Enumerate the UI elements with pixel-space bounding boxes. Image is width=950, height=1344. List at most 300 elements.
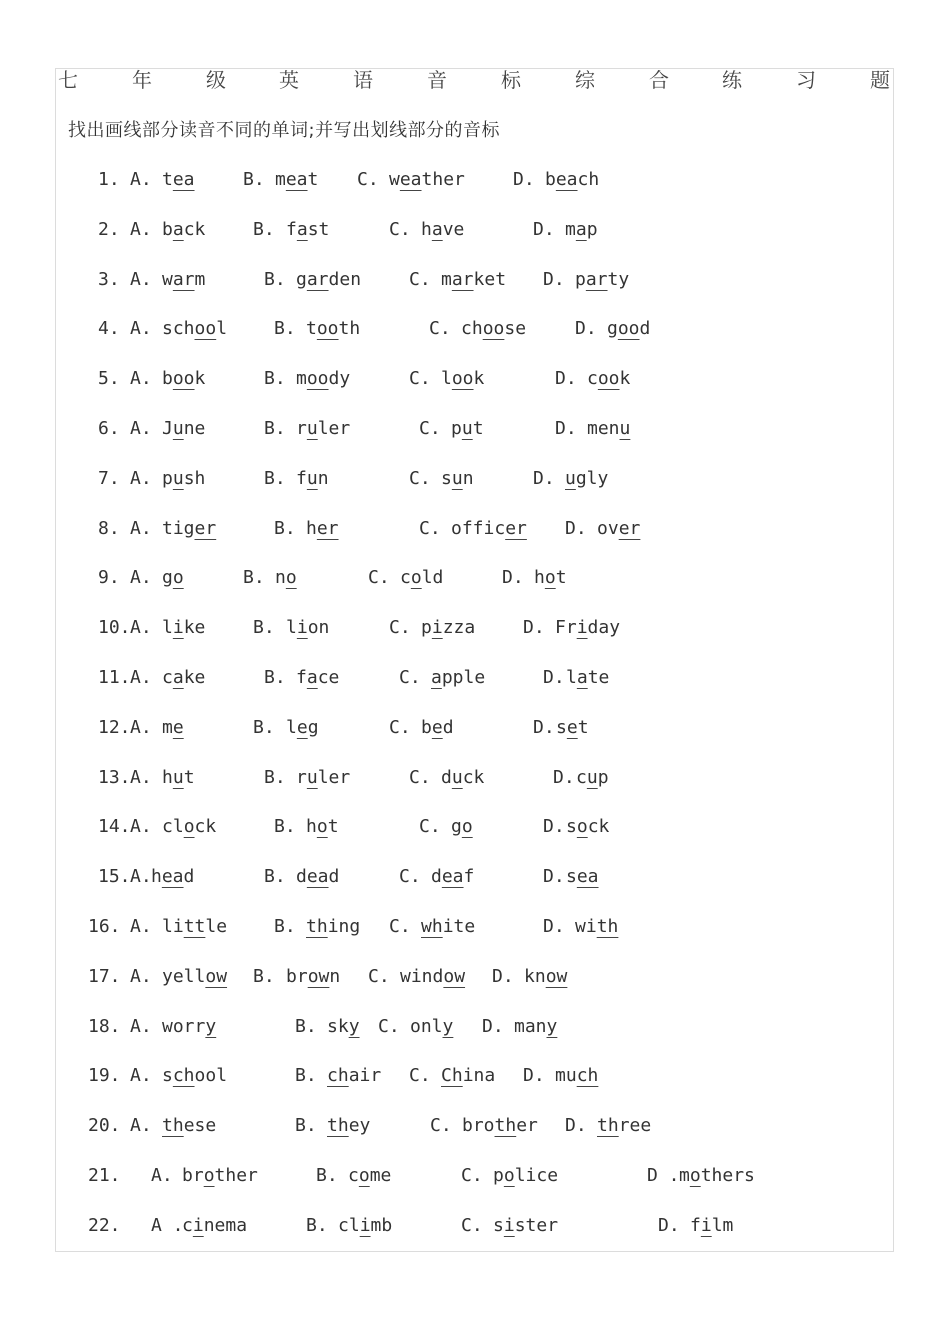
question-number: 7.	[98, 467, 120, 489]
option-word	[275, 567, 297, 588]
option-word	[441, 767, 484, 788]
option-label: C.	[419, 816, 441, 838]
option-word	[162, 717, 184, 738]
option-word	[182, 1215, 247, 1236]
word-suffix: t	[577, 716, 589, 738]
title-char: 七	[58, 68, 78, 92]
option-word	[162, 418, 205, 439]
word-prefix: b	[162, 368, 173, 390]
option-label: C.	[399, 866, 421, 888]
option-word	[421, 219, 464, 240]
word-prefix: offic	[451, 517, 506, 539]
option-label: A.	[130, 368, 152, 390]
option-word	[462, 1115, 538, 1136]
title-char: 习	[796, 68, 816, 92]
option-word	[587, 368, 630, 389]
option-word	[493, 1165, 558, 1186]
word-suffix: d	[442, 716, 454, 738]
word-suffix: sh	[183, 467, 206, 489]
underlined-letters: oo	[451, 368, 474, 390]
underlined-letters: i	[172, 617, 184, 639]
option-label: D.	[543, 866, 565, 888]
word-prefix: h	[306, 517, 317, 539]
option-word	[679, 1165, 755, 1186]
underlined-letters: o	[172, 567, 184, 589]
underlined-letters: e	[172, 716, 184, 738]
option-label: A.	[130, 418, 152, 439]
word-prefix: c	[400, 567, 411, 589]
word-prefix: br	[182, 1165, 204, 1186]
option-label: D.	[553, 766, 575, 788]
option-word	[389, 169, 465, 190]
underlined-letters: u	[306, 467, 318, 489]
option-label: D.	[523, 617, 545, 639]
option-word	[182, 1165, 258, 1186]
option-label: B.	[253, 617, 275, 639]
word-suffix: lm	[711, 1214, 734, 1236]
question-number: 12.	[98, 716, 131, 738]
option-label: B.	[264, 418, 286, 439]
word-prefix: g	[607, 318, 618, 340]
underlined-letters: er	[618, 517, 641, 539]
underlined-letters: a	[296, 218, 308, 240]
underlined-letters: ow	[205, 965, 228, 987]
option-label: C.	[409, 1065, 431, 1087]
option-label: A.	[130, 1065, 152, 1087]
word-prefix: g	[451, 816, 462, 838]
option-word	[275, 169, 318, 190]
underlined-letters: a	[431, 667, 442, 688]
option-label: A.	[130, 866, 152, 888]
option-word	[162, 468, 205, 489]
word-suffix: ool	[194, 1065, 228, 1087]
underlined-letters: oo	[194, 318, 217, 340]
option-word	[421, 916, 475, 937]
underlined-letters: u	[172, 467, 184, 489]
option-word	[296, 866, 339, 887]
option-label: B.	[253, 965, 275, 987]
word-prefix: l	[286, 617, 297, 639]
word-prefix: n	[275, 567, 286, 589]
word-prefix: c	[587, 368, 598, 390]
word-prefix: g	[296, 268, 307, 290]
word-prefix: d	[441, 766, 452, 788]
word-suffix: ther	[214, 1165, 258, 1186]
option-word	[162, 916, 227, 937]
underlined-letters: i	[431, 617, 443, 639]
option-label: D.	[482, 1015, 504, 1037]
word-prefix: m	[162, 716, 173, 738]
option-label: B.	[274, 916, 296, 937]
option-word	[162, 1065, 227, 1086]
word-prefix: tig	[162, 517, 195, 539]
word-prefix: m	[441, 268, 452, 290]
word-prefix: c	[182, 1214, 193, 1236]
option-word	[421, 717, 454, 738]
underlined-letters: ea	[576, 866, 599, 888]
option-label: D.	[565, 517, 587, 539]
word-suffix: ite	[442, 916, 476, 937]
question-number: 8.	[98, 517, 120, 539]
word-prefix: h	[421, 218, 432, 240]
word-prefix: man	[514, 1015, 547, 1037]
word-prefix: p	[575, 268, 586, 290]
option-word	[431, 667, 485, 688]
option-word	[327, 1115, 370, 1136]
word-prefix: yell	[162, 965, 206, 987]
word-prefix: cl	[162, 816, 184, 838]
option-label: B.	[253, 716, 275, 738]
option-word	[162, 269, 205, 290]
option-word	[162, 219, 205, 240]
option-word	[576, 767, 609, 788]
option-word	[410, 1016, 453, 1037]
title-char: 标	[501, 68, 521, 92]
word-suffix: t	[183, 766, 195, 788]
option-label: B.	[264, 268, 286, 290]
option-word	[421, 617, 475, 638]
question-number: 20.	[88, 1115, 121, 1137]
underlined-letters: u	[565, 467, 576, 489]
question-number: 19.	[88, 1065, 121, 1087]
word-suffix: ld	[421, 567, 444, 589]
word-suffix: mb	[370, 1214, 393, 1236]
option-label: B.	[264, 368, 286, 390]
option-label: C.	[419, 517, 441, 539]
underlined-letters: y	[546, 1015, 558, 1037]
word-suffix: ke	[183, 667, 206, 688]
underlined-letters: ow	[307, 965, 330, 987]
underlined-letters: i	[359, 1214, 371, 1236]
word-suffix: ler	[317, 766, 351, 788]
underlined-letters: er	[316, 517, 339, 539]
option-label: C.	[461, 1214, 483, 1236]
option-word	[451, 418, 484, 439]
word-suffix: ck	[587, 816, 610, 838]
option-word	[690, 1215, 733, 1236]
underlined-letters: th	[596, 916, 619, 937]
word-suffix: ke	[183, 617, 206, 639]
option-word	[296, 368, 350, 389]
option-label: A.	[130, 218, 152, 240]
underlined-letters: u	[172, 418, 184, 439]
underlined-letters: ea	[441, 866, 464, 888]
option-label: C.	[409, 268, 431, 290]
word-prefix: s	[162, 1065, 173, 1087]
word-prefix: l	[441, 368, 452, 390]
option-word	[327, 1016, 360, 1037]
underlined-letters: er	[505, 517, 527, 539]
underlined-letters: i	[700, 1214, 712, 1236]
word-suffix: d	[639, 318, 651, 340]
option-label: A.	[130, 1115, 152, 1137]
word-prefix: ov	[597, 517, 619, 539]
underlined-letters: i	[503, 1214, 515, 1236]
word-prefix: br	[286, 965, 308, 987]
word-suffix: te	[587, 667, 610, 688]
word-suffix: k	[619, 368, 631, 390]
underlined-letters: u	[461, 418, 473, 439]
option-word	[451, 518, 527, 539]
question-number: 1.	[98, 169, 120, 190]
word-prefix: wi	[575, 916, 597, 937]
option-word	[162, 368, 205, 389]
title-char: 题	[870, 68, 890, 92]
word-suffix: gly	[575, 467, 609, 489]
word-prefix: t	[306, 318, 317, 340]
option-label: B.	[316, 1165, 338, 1186]
option-word	[587, 418, 630, 439]
word-suffix: ket	[473, 268, 507, 290]
option-label: C.	[389, 218, 411, 240]
underlined-letters: o	[358, 1165, 370, 1186]
option-label: D.	[533, 218, 555, 240]
option-word	[441, 468, 474, 489]
option-label: D.	[513, 169, 535, 190]
underlined-letters: u	[306, 418, 318, 439]
option-label: D.	[575, 318, 597, 340]
underlined-letters: ea	[161, 866, 184, 888]
underlined-letters: y	[348, 1015, 360, 1037]
option-label: A.	[130, 617, 152, 639]
option-label: A .	[151, 1214, 184, 1236]
option-word	[556, 717, 589, 738]
option-label: B.	[295, 1015, 317, 1037]
option-label: A.	[151, 1165, 173, 1186]
word-suffix: l	[216, 318, 228, 340]
word-suffix: f	[463, 866, 475, 888]
word-suffix: ree	[618, 1115, 652, 1137]
word-prefix: cl	[338, 1214, 360, 1236]
title-char: 级	[206, 68, 226, 92]
option-word	[441, 1065, 495, 1086]
question-number: 16.	[88, 916, 121, 937]
instruction-text: 找出画线部分读音不同的单词;并写出划线部分的音标	[68, 120, 501, 141]
word-suffix: zza	[442, 617, 476, 639]
title-char: 综	[575, 68, 595, 92]
word-suffix: ler	[317, 418, 351, 439]
word-suffix: p	[597, 766, 609, 788]
option-word	[597, 518, 640, 539]
option-word	[296, 468, 329, 489]
word-suffix: le	[205, 916, 228, 937]
option-word	[162, 966, 227, 987]
option-word	[597, 1115, 651, 1136]
word-prefix: l	[286, 716, 297, 738]
word-prefix: p	[162, 467, 173, 489]
option-label: B.	[264, 467, 286, 489]
option-word	[286, 717, 319, 738]
underlined-letters: th	[162, 1115, 184, 1137]
option-label: D.	[543, 816, 565, 838]
option-word	[566, 816, 609, 837]
underlined-letters: ow	[443, 965, 466, 987]
option-label: C.	[389, 916, 411, 937]
underlined-letters: ea	[172, 169, 195, 190]
option-word	[338, 1215, 392, 1236]
word-prefix: h	[534, 567, 545, 589]
word-prefix: h	[151, 866, 162, 888]
word-suffix: st	[307, 218, 330, 240]
underlined-letters: u	[619, 418, 631, 439]
underlined-letters: o	[410, 567, 422, 589]
question-number: 6.	[98, 418, 120, 439]
word-prefix: m	[565, 218, 576, 240]
word-prefix: m	[296, 368, 307, 390]
underlined-letters: oo	[172, 368, 195, 390]
option-word	[162, 318, 227, 339]
option-label: B.	[264, 766, 286, 788]
underlined-letters: y	[442, 1015, 454, 1037]
underlined-letters: a	[172, 667, 184, 688]
word-suffix: ne	[183, 418, 206, 439]
question-number: 21.	[88, 1165, 121, 1186]
option-word	[493, 1215, 558, 1236]
option-word	[306, 816, 339, 837]
underlined-letters: oo	[597, 368, 620, 390]
underlined-letters: o	[183, 816, 195, 838]
option-word	[461, 318, 526, 339]
word-prefix: b	[162, 218, 173, 240]
question-number: 18.	[88, 1015, 121, 1037]
option-word	[524, 966, 567, 987]
option-word	[162, 518, 216, 539]
underlined-letters: o	[544, 567, 556, 589]
option-label: C.	[368, 965, 390, 987]
word-prefix: Fr	[555, 617, 577, 639]
question-number: 13.	[98, 766, 131, 788]
option-word	[431, 866, 474, 887]
underlined-letters: ch	[576, 1065, 599, 1087]
word-suffix: me	[369, 1165, 392, 1186]
option-word	[162, 816, 216, 837]
option-label: D.	[658, 1214, 680, 1236]
word-suffix: ce	[317, 667, 340, 688]
option-word	[566, 866, 599, 887]
word-prefix: g	[162, 567, 173, 589]
underlined-letters: wh	[421, 916, 443, 937]
question-number: 5.	[98, 368, 120, 390]
underlined-letters: a	[172, 218, 184, 240]
word-suffix: th	[338, 318, 361, 340]
underlined-letters: a	[306, 667, 318, 688]
word-suffix: ster	[514, 1214, 559, 1236]
word-prefix: d	[431, 866, 442, 888]
word-suffix: d	[328, 866, 340, 888]
word-prefix: c	[576, 766, 587, 788]
option-label: A.	[130, 766, 152, 788]
word-suffix: m	[194, 268, 206, 290]
word-prefix: l	[162, 617, 173, 639]
option-label: C.	[430, 1115, 452, 1137]
option-label: D .	[647, 1165, 680, 1186]
underlined-letters: a	[575, 218, 587, 240]
underlined-letters: i	[296, 617, 308, 639]
word-suffix: air	[348, 1065, 382, 1087]
option-word	[514, 1016, 557, 1037]
word-prefix: p	[451, 418, 462, 439]
word-prefix: wind	[400, 965, 444, 987]
option-label: A.	[130, 1015, 152, 1037]
option-label: D.	[555, 368, 577, 390]
option-word	[162, 667, 205, 688]
word-suffix: ese	[183, 1115, 217, 1137]
option-label: C.	[368, 567, 390, 589]
underlined-letters: tt	[183, 916, 206, 937]
word-prefix: f	[690, 1214, 701, 1236]
option-label: B.	[253, 218, 275, 240]
option-word	[575, 269, 629, 290]
option-word	[162, 767, 195, 788]
underlined-letters: th	[306, 916, 328, 937]
word-suffix: ck	[462, 766, 485, 788]
word-prefix: s	[441, 467, 452, 489]
option-word	[296, 667, 339, 688]
option-label: B.	[274, 816, 296, 838]
option-label: A.	[130, 517, 152, 539]
underlined-letters: u	[451, 467, 463, 489]
option-word	[575, 916, 618, 937]
option-word	[451, 816, 473, 837]
underlined-letters: o	[576, 816, 588, 838]
underlined-letters: a	[431, 218, 443, 240]
option-label: A.	[130, 567, 152, 589]
underlined-letters: ar	[306, 268, 329, 290]
underlined-letters: o	[285, 567, 297, 589]
word-prefix: men	[587, 418, 620, 439]
word-suffix: ey	[348, 1115, 371, 1137]
word-prefix: kn	[524, 965, 546, 987]
option-label: C.	[389, 617, 411, 639]
underlined-letters: o	[689, 1165, 701, 1186]
option-word	[162, 617, 205, 638]
option-word	[327, 1065, 381, 1086]
option-label: D.	[565, 1115, 587, 1137]
underlined-letters: u	[172, 766, 184, 788]
word-suffix: on	[307, 617, 330, 639]
word-prefix: s	[566, 816, 577, 838]
option-word	[162, 169, 195, 190]
underlined-letters: ch	[172, 1065, 195, 1087]
word-suffix: lice	[514, 1165, 559, 1186]
question-number: 14.	[98, 816, 131, 838]
option-label: D.	[543, 667, 565, 688]
question-number: 11.	[98, 667, 131, 688]
word-prefix: r	[296, 418, 307, 439]
option-word	[545, 169, 599, 190]
underlined-letters: th	[494, 1115, 517, 1137]
option-label: A.	[130, 268, 152, 290]
option-word	[296, 418, 350, 439]
page-title	[58, 64, 894, 96]
option-label: C.	[419, 418, 441, 439]
option-word	[286, 219, 329, 240]
word-prefix: J	[162, 418, 173, 439]
word-prefix: w	[389, 169, 400, 190]
option-word	[441, 269, 506, 290]
option-word	[555, 1065, 598, 1086]
option-label: D.	[555, 418, 577, 439]
option-word	[296, 767, 350, 788]
word-prefix: bro	[462, 1115, 495, 1137]
option-label: A.	[130, 318, 152, 340]
word-suffix: ing	[327, 916, 361, 937]
question-number: 15.	[98, 866, 131, 888]
word-prefix: h	[306, 816, 317, 838]
word-prefix: h	[162, 766, 173, 788]
word-prefix: w	[162, 268, 173, 290]
underlined-letters: ow	[545, 965, 568, 987]
